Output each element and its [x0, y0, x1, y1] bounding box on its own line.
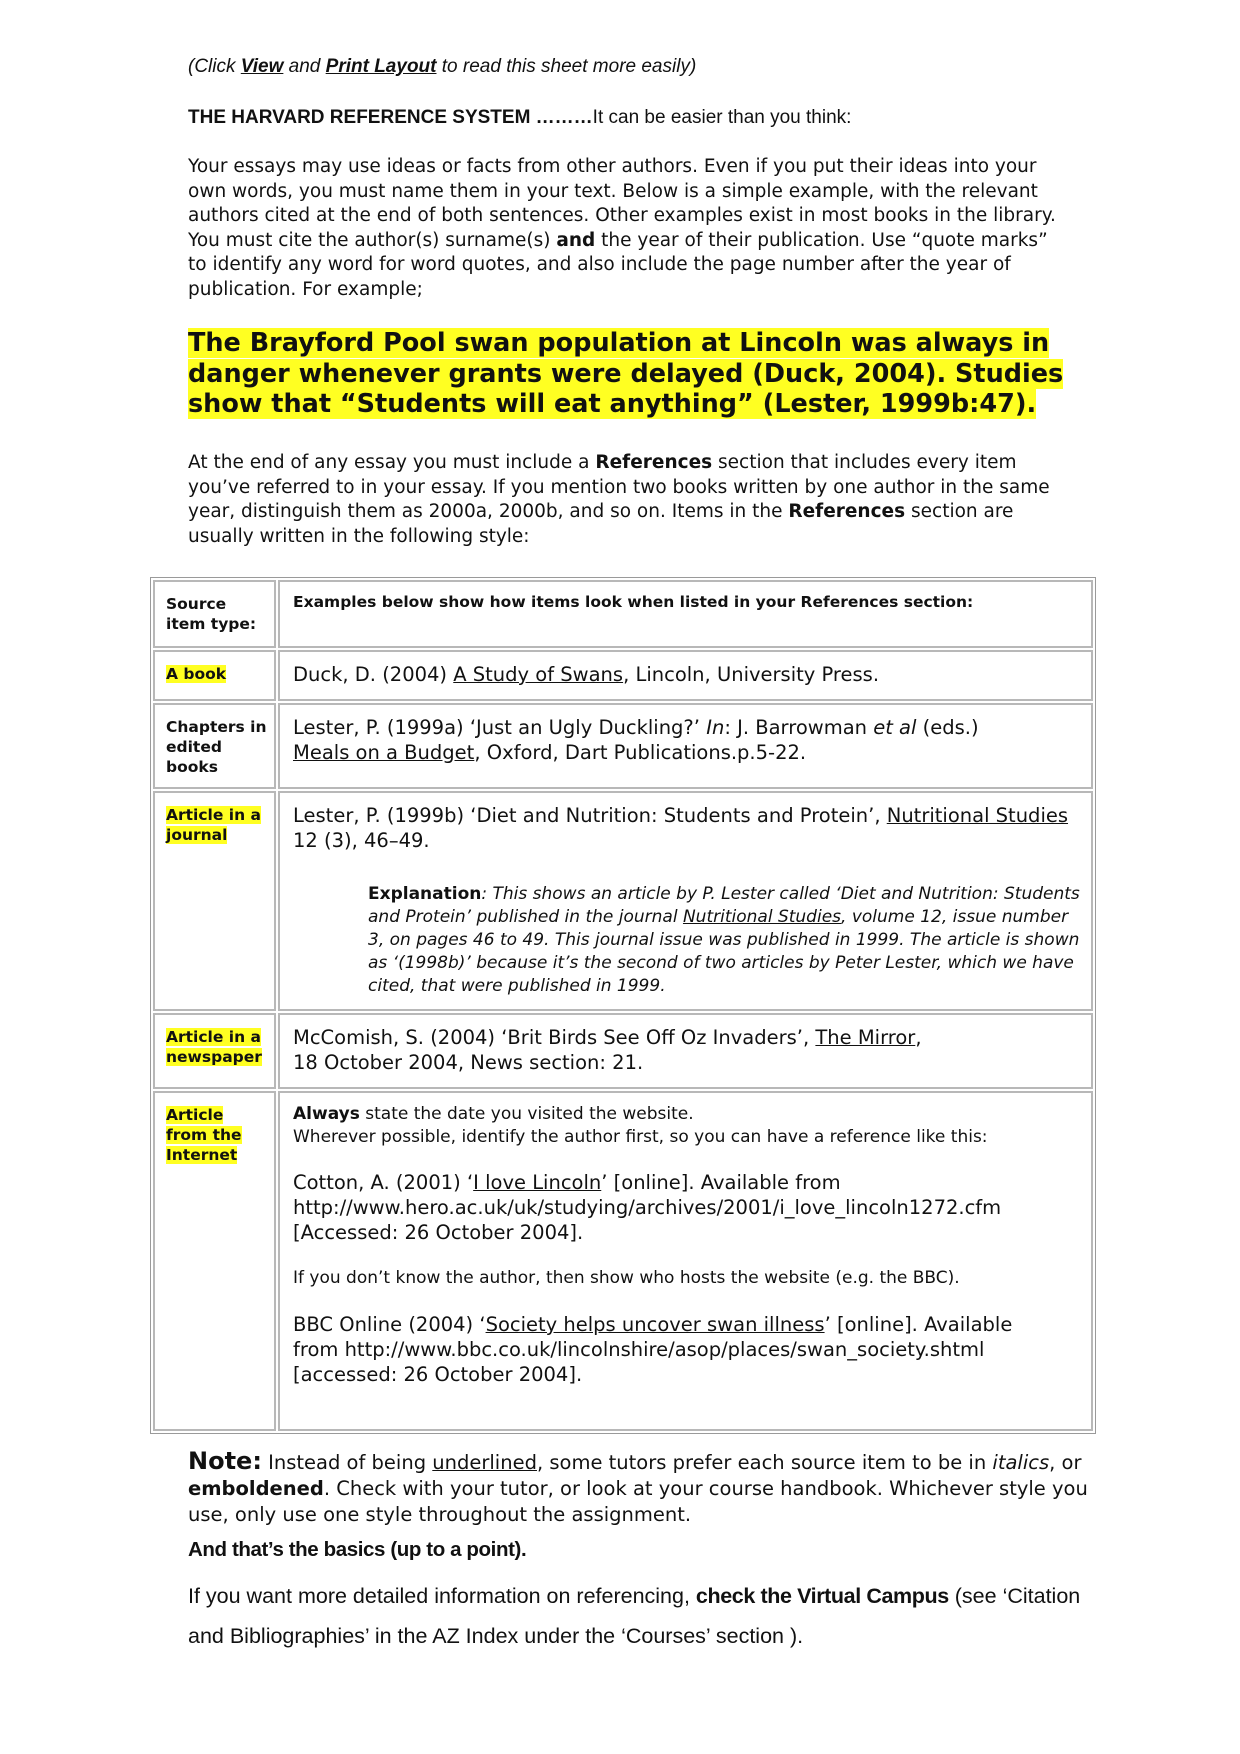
column-header-examples: Examples below show how items look when listed in your References section: — [278, 580, 1093, 648]
intro-paragraph: Your essays may use ideas or facts from other authors. Even if you put their ideas into your own words, you must name them in your text. Below is a simple example, with the relevant authors cited at the end of both sentences. Other examples exist in most books in the library. You must cite the author(s) surname(s) and the year of their publication. Use “quote marks” to identify any word for word quotes, and also include the page number after the year of publication. For example; — [188, 156, 1056, 300]
view-menu-reference: View — [240, 56, 284, 77]
reference-example: McComish, S. (2004) ‘Brit Birds See Off Oz Invaders’, The Mirror, 18 October 2004, News section: 21. — [293, 1026, 922, 1074]
more-info-paragraph: If you want more detailed information on referencing, check the Virtual Campus (see ‘Citation and Bibliographies’ in the AZ Index under the ‘Courses’ section ). — [188, 1584, 1081, 1648]
reference-example: Cotton, A. (2001) ‘I love Lincoln’ [online]. Available from http://www.hero.ac.uk/uk/studying/archives/2001/i_love_lincoln1272.cfm [Accessed: 26 October 2004]. — [293, 1171, 1002, 1244]
table-row — [153, 1091, 1093, 1431]
source-type-label: A book — [166, 665, 227, 683]
source-type-label: Article in a newspaper — [166, 1028, 262, 1066]
reference-example: Duck, D. (2004) A Study of Swans, Lincoln, University Press. — [293, 663, 880, 686]
internet-instructions: Always state the date you visited the website. Wherever possible, identify the author first, so you can have a reference like this: — [293, 1104, 988, 1147]
heading-title: THE HARVARD REFERENCE SYSTEM — [188, 107, 531, 128]
source-type-label: Chapters in edited books — [166, 718, 267, 776]
table-header-row — [153, 580, 1093, 648]
table-row — [153, 703, 1093, 789]
reference-example: BBC Online (2004) ‘Society helps uncover swan illness’ [online]. Available from http://www.bbc.co.uk/lincolnshire/asop/places/swan_society.shtml [accessed: 26 October 2004]. — [293, 1313, 1013, 1386]
highlighted-example: The Brayford Pool swan population at Lincoln was always in danger whenever grants were delayed (Duck, 2004). Studies show that “Students will eat anything” (Lester, 1999b:47). — [188, 328, 1064, 419]
page-heading: THE HARVARD REFERENCE SYSTEM ………It can be easier than you think: — [188, 107, 852, 128]
journal-explanation: Explanation: This shows an article by P. Lester called ‘Diet and Nutrition: Students and Protein’ published in the journal Nutritional Studies, volume 12, issue number 3, on pages 46 to 49. This journal issue was published in 1999. The article is shown as ‘(1998b)’ because it’s the second of two articles by Peter Lester, which we have cited, that were published in 1999. — [368, 884, 1080, 996]
reference-example: Lester, P. (1999a) ‘Just an Ugly Duckling?’ In: J. Barrowman et al (eds.) Meals on a Budget, Oxford, Dart Publications.p.5-22. — [293, 716, 979, 764]
references-intro-paragraph: At the end of any essay you must include a References section that includes every item you’ve referred to in your essay. If you mention two books written by one author in the same year, distinguish them as 2000a, 2000b, and so on. Items in the References section are usually written in the following style: — [188, 452, 1050, 547]
source-type-label: Article from the Internet — [166, 1106, 242, 1164]
source-type-label: Article in a journal — [166, 806, 261, 844]
reference-example: Lester, P. (1999b) ‘Diet and Nutrition: Students and Protein’, Nutritional Studies 12 (3), 46–49. — [293, 804, 1069, 852]
virtual-campus-reference: check the Virtual Campus — [695, 1584, 949, 1608]
basics-line: And that’s the basics (up to a point). — [188, 1538, 527, 1561]
table-row — [153, 791, 1093, 1011]
reference-url: http://www.hero.ac.uk/uk/studying/archives/2001/i_love_lincoln1272.cfm — [293, 1196, 1002, 1219]
reference-url: from http://www.bbc.co.uk/lincolnshire/asop/places/swan_society.shtml — [293, 1338, 985, 1361]
unknown-author-note: If you don’t know the author, then show who hosts the website (e.g. the BBC). — [293, 1268, 960, 1288]
column-header-source-type: Source item type: — [153, 580, 276, 648]
print-layout-hint: (Click View and Print Layout to read this sheet more easily) — [188, 56, 697, 77]
table-row — [153, 650, 1093, 701]
formatting-note: Note: Instead of being underlined, some tutors prefer each source item to be in italics, or emboldened. Check with your tutor, or look at your course handbook. Whichever style you use, only use one style throughout the assignment. — [188, 1447, 1088, 1526]
print-layout-reference: Print Layout — [325, 56, 437, 77]
table-row — [153, 1013, 1093, 1089]
references-table — [150, 577, 1096, 1434]
